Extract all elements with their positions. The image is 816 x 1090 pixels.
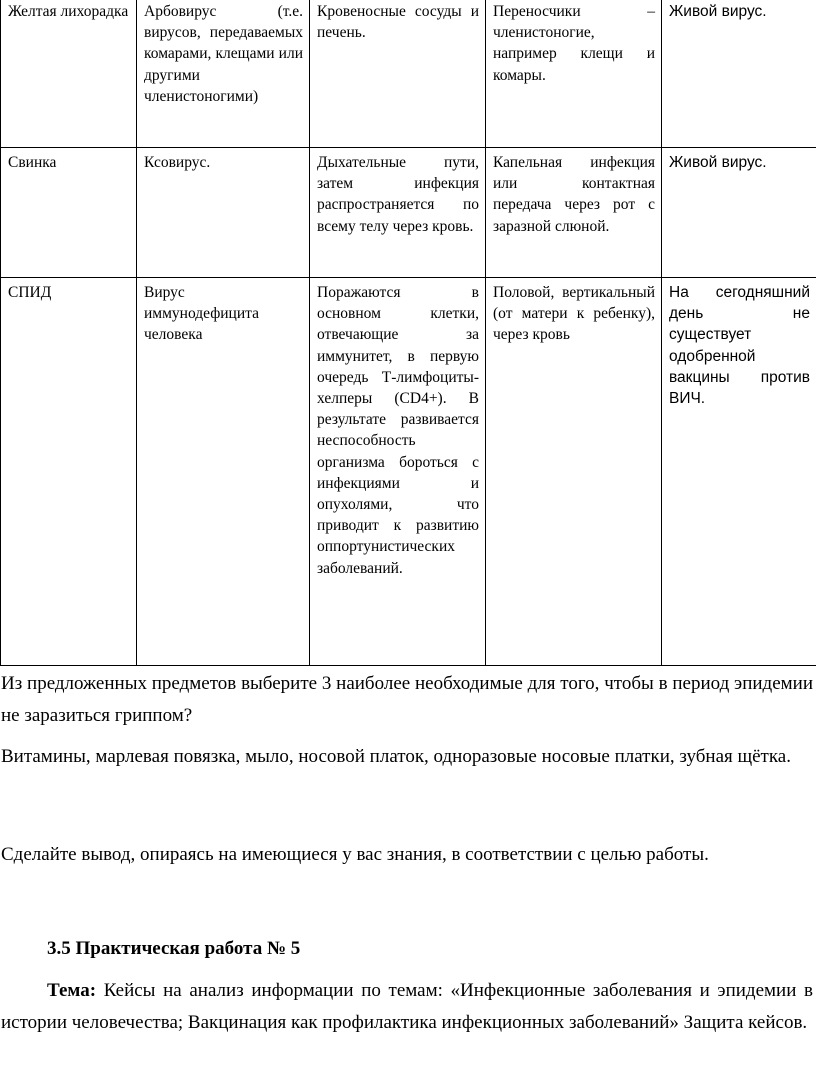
- table-cell-affects: Поражаются в основном клетки, отвечающие за иммунитет, в первую очередь Т-лимфоциты-хелперы (CD4+). В результате развивается неспособность организма бороться с инфекциями и опухолями, что приводит к развитию оппортунистических заболеваний.: [310, 278, 486, 666]
- topic-label: Тема:: [47, 980, 97, 1001]
- table-cell-affects: Дыхательные пути, затем инфекция распространяется по всему телу через кровь.: [310, 148, 486, 278]
- table-cell-vaccine: На сегодняшний день не существует одобренной вакцины против ВИЧ.: [662, 278, 816, 666]
- table-cell-transmission: Переносчики – членистоногие, например клещи и комары.: [486, 0, 662, 148]
- table-cell-transmission: Капельная инфекция или контактная передача через рот с заразной слюной.: [486, 148, 662, 278]
- question-paragraph: Из предложенных предметов выберите 3 наиболее необходимые для того, чтобы в период эпидемии не заразиться гриппом?: [1, 673, 813, 726]
- table-row: [1, 0, 816, 148]
- table-cell-agent: Ксовирус.: [137, 148, 310, 278]
- table-row: [1, 148, 816, 278]
- table-row: [1, 278, 816, 666]
- table-cell-disease: Свинка: [1, 148, 137, 278]
- conclusion-paragraph: Сделайте вывод, опираясь на имеющиеся у вас знания, в соответствии с целью работы.: [1, 844, 709, 865]
- table-cell-transmission: Половой, вертикальный (от матери к ребенку), через кровь: [486, 278, 662, 666]
- section-heading: 3.5 Практическая работа № 5: [47, 938, 301, 959]
- table-cell-vaccine: Живой вирус.: [662, 148, 816, 278]
- topic-paragraph: [1, 975, 813, 1039]
- topic-text: Кейсы на анализ информации по темам: «Инфекционные заболевания и эпидемии в истории человечества; Вакцинация как профилактика инфекционных заболеваний» Защита кейсов.: [1, 980, 813, 1033]
- table-cell-agent: Вирус иммунодефицита человека: [137, 278, 310, 666]
- table-cell-disease: Желтая лихорадка: [1, 0, 137, 148]
- items-paragraph: Витамины, марлевая повязка, мыло, носовой платок, одноразовые носовые платки, зубная щётка.: [1, 746, 791, 767]
- table-cell-disease: СПИД: [1, 278, 137, 666]
- table-cell-affects: Кровеносные сосуды и печень.: [310, 0, 486, 148]
- table-cell-vaccine: Живой вирус.: [662, 0, 816, 148]
- table-cell-agent: Арбовирус (т.е. вирусов, передаваемых комарами, клещами или другими членистоногими): [137, 0, 310, 148]
